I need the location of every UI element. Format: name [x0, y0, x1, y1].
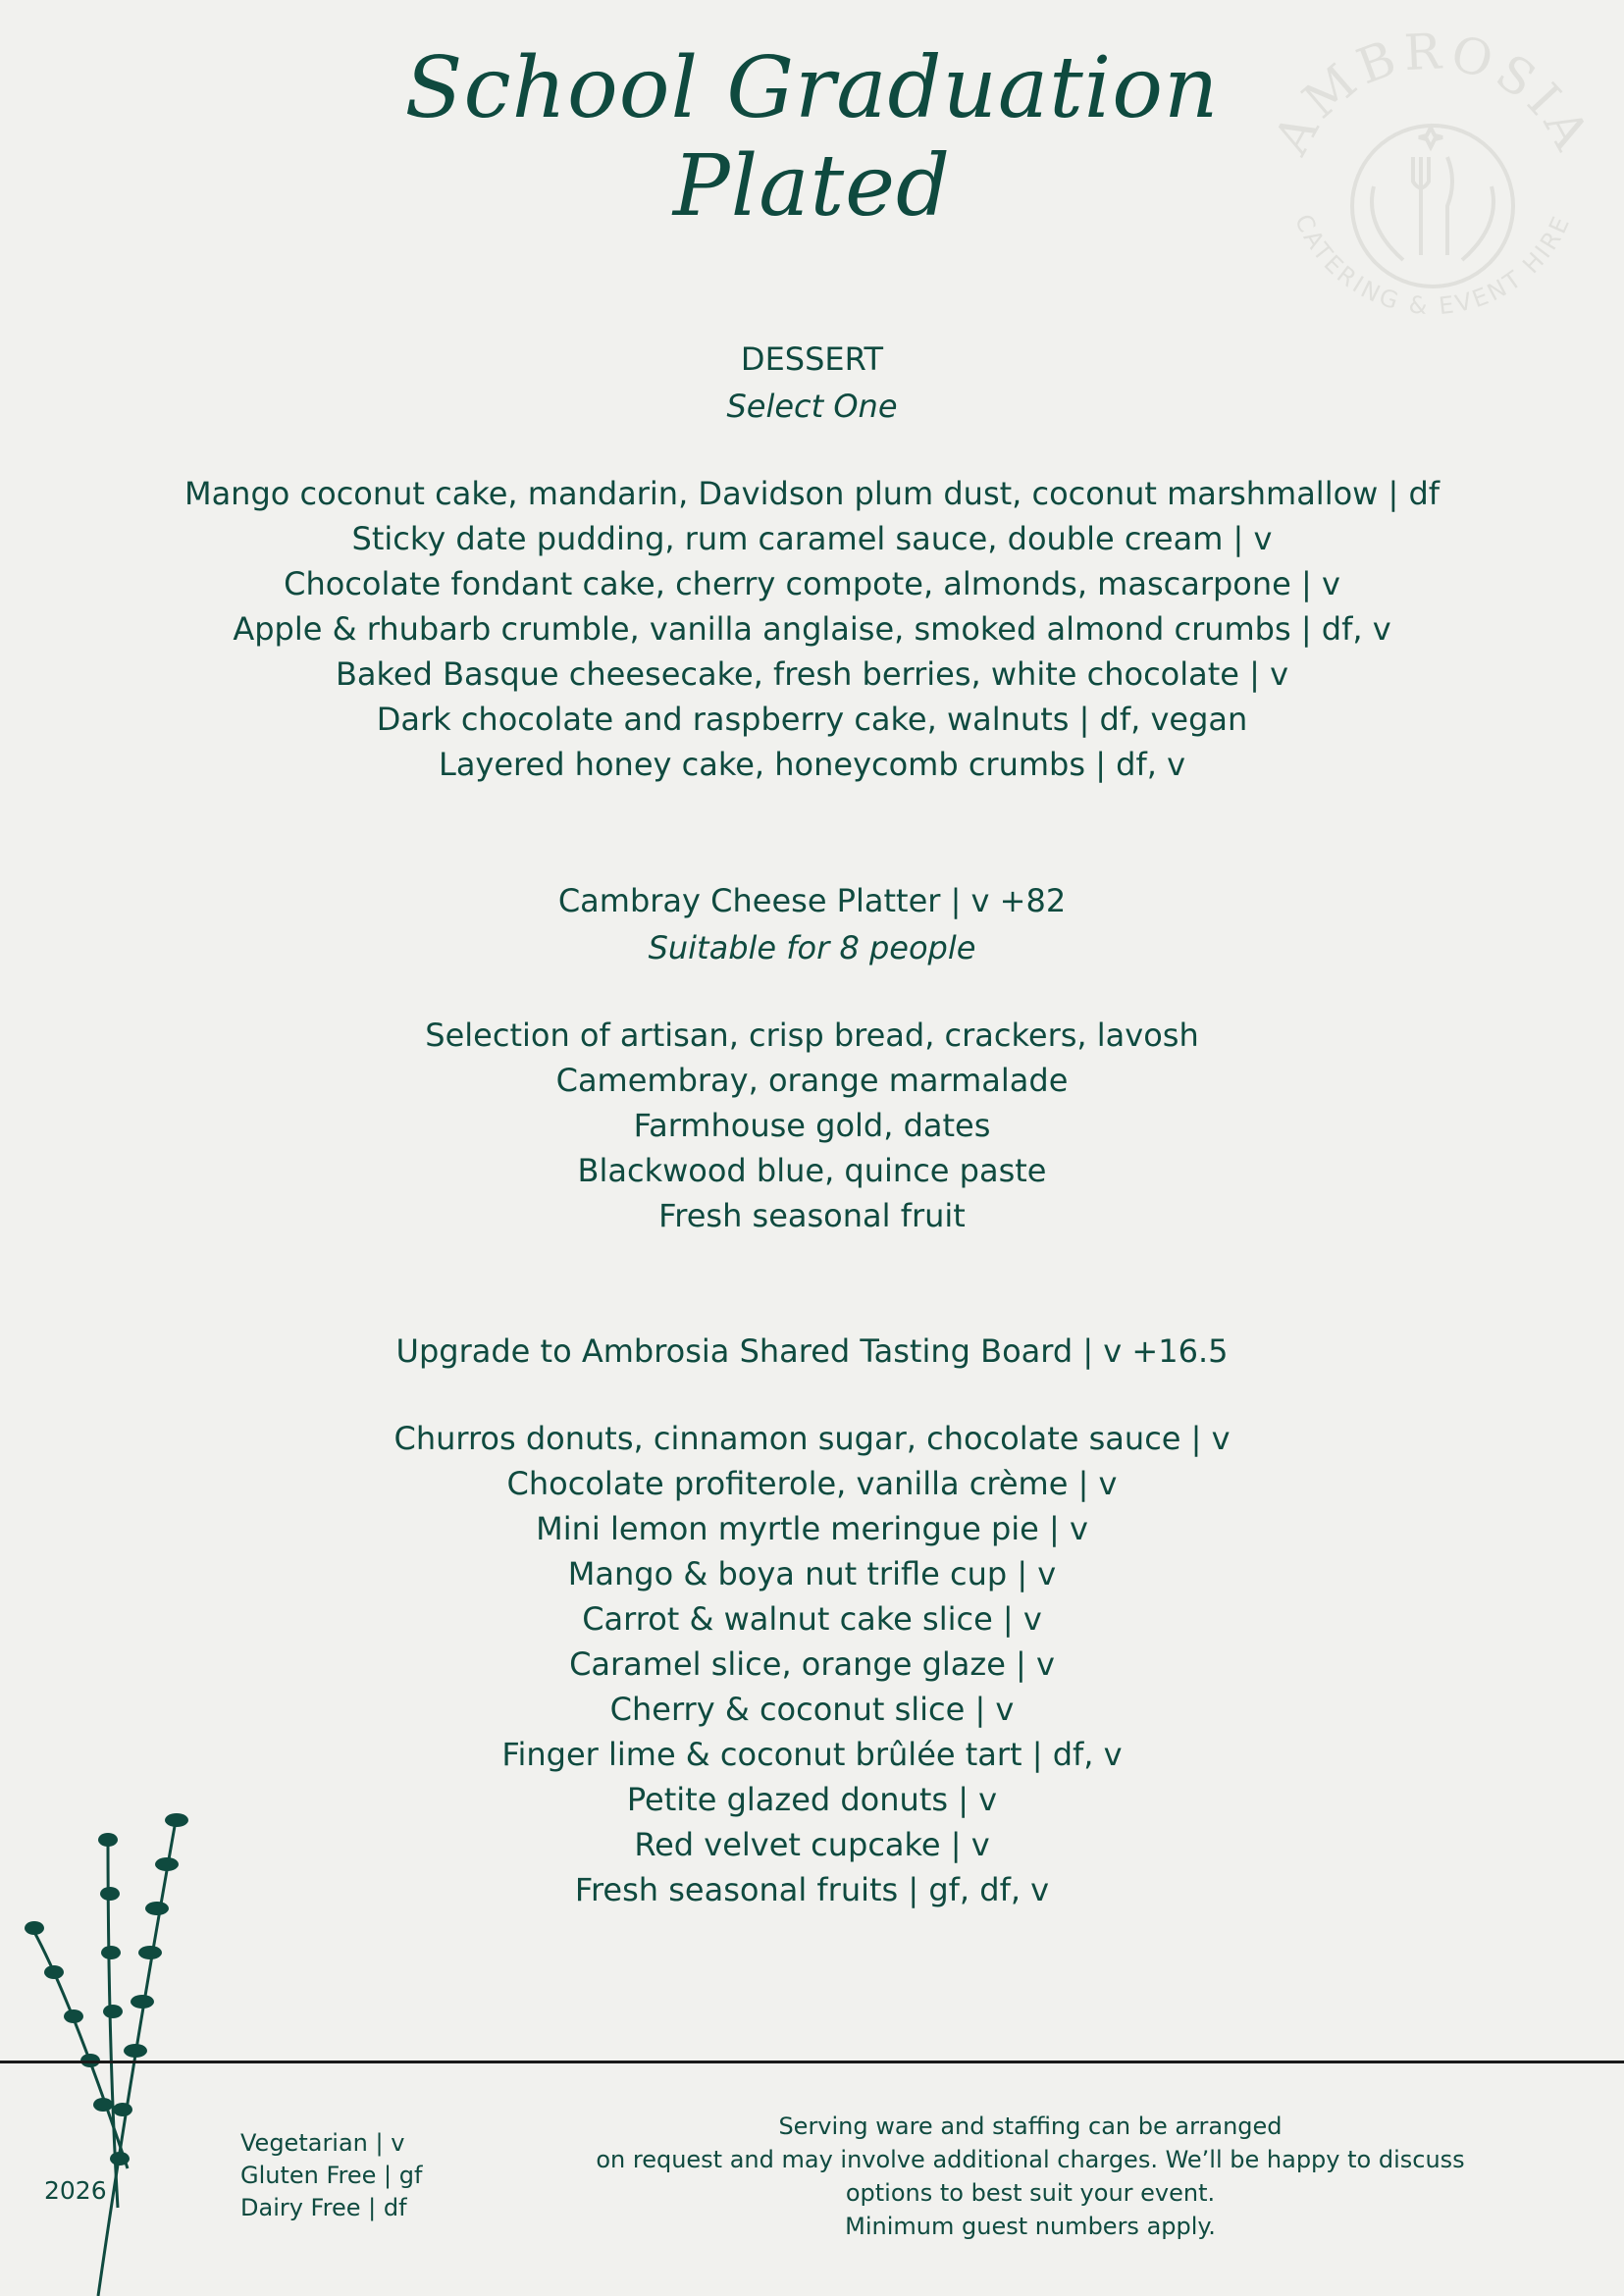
service-note — [550, 2110, 1511, 2243]
list-item: Finger lime & coconut brûlée tart | df, v — [501, 1736, 1123, 1773]
year-label: 2026 — [44, 2176, 107, 2205]
dessert-heading: DESSERT — [740, 340, 884, 378]
legend-item: Vegetarian | v — [240, 2129, 405, 2157]
note-line: options to best suit your event. — [845, 2179, 1216, 2207]
list-item: Churros donuts, cinnamon sugar, chocolate sauce | v — [393, 1420, 1231, 1457]
dietary-legend — [240, 2127, 422, 2224]
dessert-section — [0, 336, 1624, 787]
cheese-heading: Cambray Cheese Platter | v +82 — [557, 882, 1067, 919]
list-item: Dark chocolate and raspberry cake, walnuts | df, vegan — [376, 701, 1248, 738]
list-item: Red velvet cupcake | v — [634, 1826, 990, 1863]
logo-tagline-text: CATERING & EVENT HIRE — [1288, 210, 1577, 321]
list-item: Chocolate profiterole, vanilla crème | v — [506, 1465, 1118, 1502]
list-item: Blackwood blue, quince paste — [577, 1152, 1047, 1189]
list-item: Mango & boya nut trifle cup | v — [567, 1555, 1057, 1592]
footer-divider — [0, 2061, 1624, 2063]
herb-sprig-illustration — [10, 1796, 216, 2296]
list-item: Caramel slice, orange glaze | v — [569, 1645, 1055, 1683]
note-line: Serving ware and staffing can be arranged — [778, 2113, 1283, 2140]
list-item: Fresh seasonal fruits | gf, df, v — [574, 1871, 1050, 1908]
list-item: Baked Basque cheesecake, fresh berries, white chocolate | v — [335, 655, 1289, 693]
list-item: Sticky date pudding, rum caramel sauce, double cream | v — [351, 520, 1273, 557]
list-item: Cherry & coconut slice | v — [609, 1691, 1015, 1728]
note-line: Minimum guest numbers apply. — [845, 2213, 1216, 2240]
title-line-2: Plated — [672, 137, 952, 235]
list-item: Mango coconut cake, mandarin, Davidson plum dust, coconut marshmallow | df — [183, 475, 1441, 512]
list-item: Fresh seasonal fruit — [658, 1197, 966, 1234]
list-item: Chocolate fondant cake, cherry compote, almonds, mascarpone | v — [284, 565, 1340, 602]
dessert-subheading: Select One — [726, 388, 898, 425]
tasting-section — [0, 1328, 1624, 1912]
list-item: Carrot & walnut cake slice | v — [582, 1600, 1042, 1638]
fork-knife-wreath-icon — [1352, 126, 1513, 287]
legend-item: Dairy Free | df — [240, 2194, 407, 2221]
tasting-heading: Upgrade to Ambrosia Shared Tasting Board | v +16.5 — [395, 1332, 1229, 1370]
list-item: Mini lemon myrtle meringue pie | v — [536, 1510, 1088, 1547]
cheese-subheading: Suitable for 8 people — [648, 929, 976, 966]
list-item: Farmhouse gold, dates — [633, 1107, 991, 1144]
list-item: Selection of artisan, crisp bread, crackers, lavosh — [425, 1017, 1199, 1054]
list-item: Layered honey cake, honeycomb crumbs | df, v — [438, 746, 1185, 783]
svg-text:CATERING & EVENT HIRE — [1289, 210, 1576, 320]
ambrosia-logo — [1256, 20, 1609, 373]
title-line-1: School Graduation — [404, 39, 1220, 137]
cheese-section — [0, 877, 1624, 1238]
logo-brand-text: AMBROSIA — [1262, 23, 1603, 164]
list-item: Apple & rhubarb crumble, vanilla anglaise, smoked almond crumbs | df, v — [233, 610, 1391, 648]
list-item: Petite glazed donuts | v — [626, 1781, 998, 1818]
legend-item: Gluten Free | gf — [240, 2162, 423, 2189]
list-item: Camembray, orange marmalade — [555, 1062, 1069, 1099]
note-line: on request and may involve additional charges. We’ll be happy to discuss — [596, 2146, 1465, 2173]
